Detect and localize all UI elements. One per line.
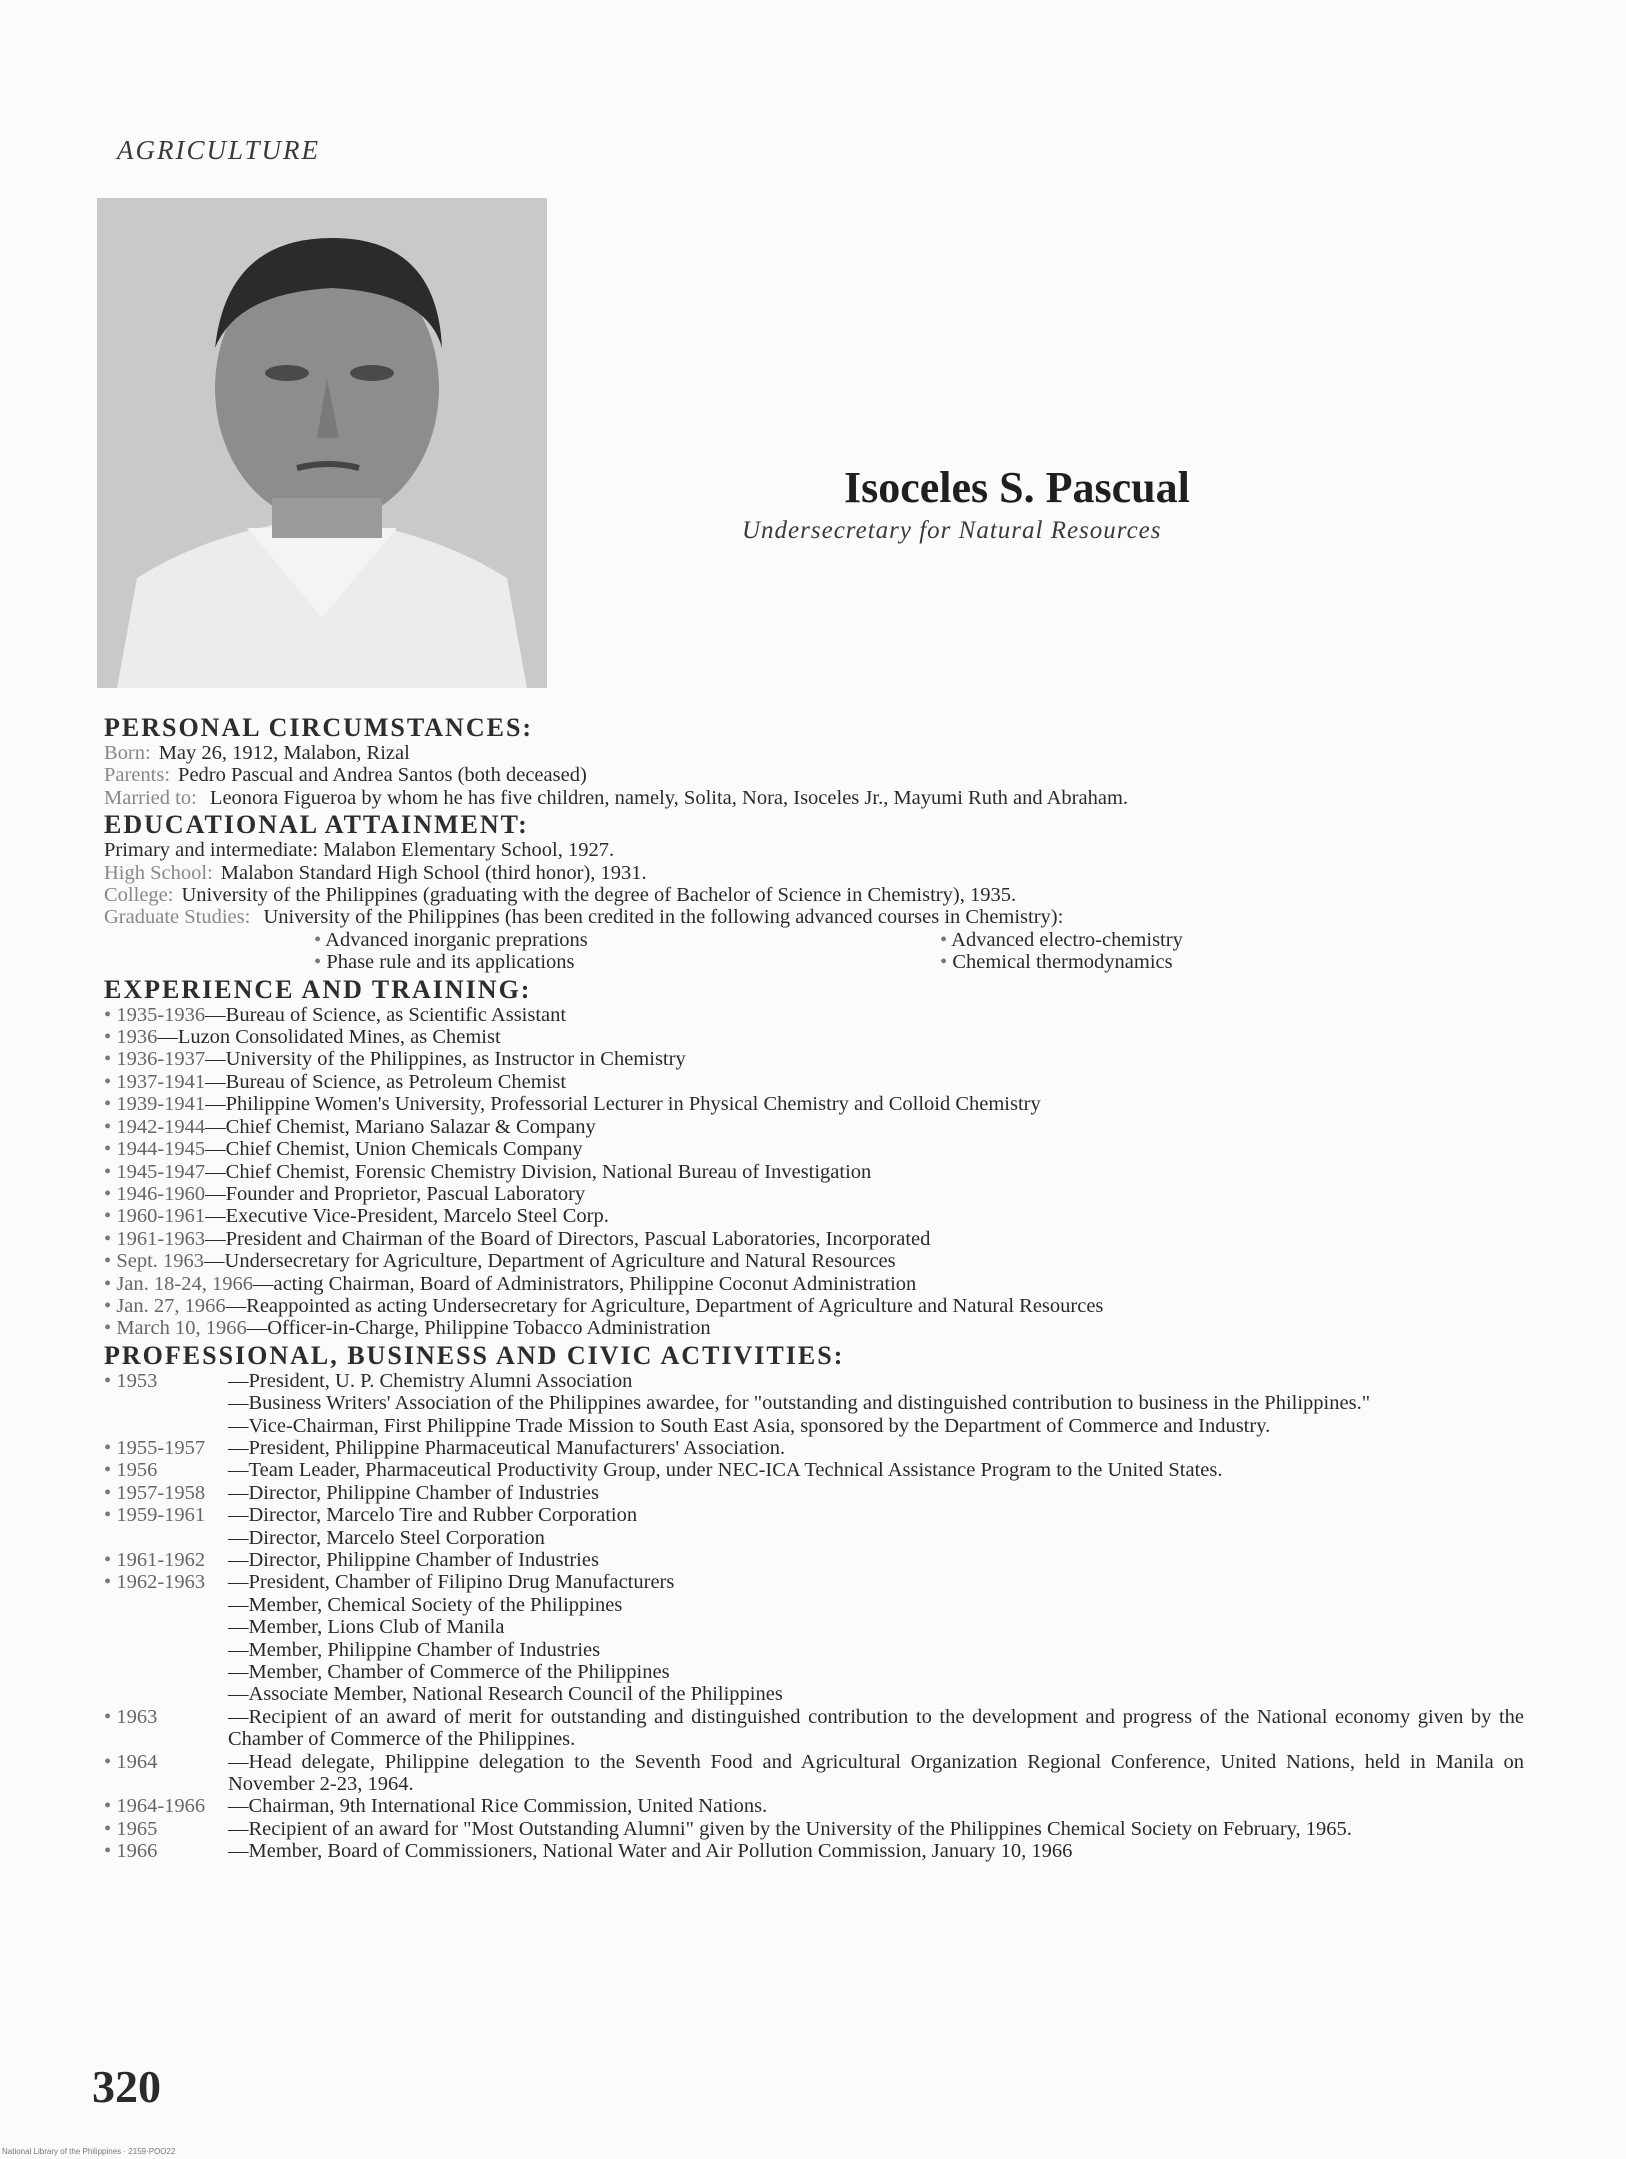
experience-text: Chief Chemist, Forensic Chemistry Division, National Bureau of Investigation	[225, 1160, 872, 1183]
activity-item	[104, 1392, 1524, 1414]
experience-date: 1936	[116, 1026, 158, 1049]
married-value: Leonora Figueroa by whom he has five children, namely, Solita, Nora, Isoceles Jr., Mayumi Ruth and Abraham.	[209, 786, 1129, 809]
bullet-icon: •	[104, 1436, 117, 1459]
activity-text: —Director, Philippine Chamber of Industries	[228, 1481, 599, 1504]
activity-item	[104, 1370, 1524, 1392]
activity-text: —Vice-Chairman, First Philippine Trade Mission to South East Asia, sponsored by the Department of Commerce and Industry.	[228, 1414, 1271, 1437]
section-label: AGRICULTURE	[117, 135, 320, 165]
person-title: Undersecretary for Natural Resources	[742, 517, 1162, 544]
bullet-icon: •	[104, 1317, 117, 1340]
experience-text: Founder and Proprietor, Pascual Laboratory	[225, 1182, 586, 1205]
activity-date-text: 1964	[116, 1750, 158, 1773]
experience-item	[104, 1161, 1524, 1183]
activity-text: —President, Chamber of Filipino Drug Manufacturers	[228, 1571, 675, 1594]
bullet-icon: •	[104, 1250, 117, 1273]
activity-item	[104, 1459, 1524, 1481]
bullet-icon: •	[104, 1817, 117, 1840]
experience-date: 1942-1944	[116, 1115, 206, 1138]
activity-text: —Director, Marcelo Tire and Rubber Corporation	[228, 1504, 638, 1527]
bullet-icon: •	[104, 1070, 117, 1093]
activity-text: —Member, Chemical Society of the Philippines	[228, 1593, 623, 1616]
dash: —	[246, 1317, 268, 1340]
course-item: • Chemical thermodynamics	[940, 951, 1173, 974]
college-value: University of the Philippines (graduating with the degree of Bachelor of Science in Chemistry), 1935.	[181, 884, 1017, 907]
experience-text: Executive Vice-President, Marcelo Steel Corp.	[225, 1205, 609, 1228]
activity-item	[104, 1571, 1524, 1593]
activity-item	[104, 1639, 1524, 1661]
experience-item	[104, 1183, 1524, 1205]
bullet-icon: •	[104, 1549, 117, 1571]
experience-item	[104, 1071, 1524, 1093]
activity-item	[104, 1482, 1524, 1504]
activity-date-text: 1953	[116, 1369, 158, 1392]
activity-date	[104, 1482, 240, 1504]
experience-date: Sept. 1963	[116, 1250, 205, 1273]
bullet-icon: •	[104, 1272, 117, 1295]
activity-item	[104, 1661, 1524, 1683]
course-item: • Advanced inorganic preprations	[314, 928, 588, 951]
bullet-icon: •	[104, 1369, 117, 1392]
bullet-icon: •	[104, 1840, 117, 1863]
dash: —	[205, 1070, 226, 1093]
graduate-value: University of the Philippines (has been credited in the following advanced courses in Chemistry):	[263, 906, 1064, 929]
bullet-icon: •	[104, 1795, 117, 1818]
activity-text: —Chairman, 9th International Rice Commission, United Nations.	[228, 1795, 768, 1818]
education-heading: EDUCATIONAL ATTAINMENT:	[104, 810, 529, 840]
activity-text: —President, Philippine Pharmaceutical Manufacturers' Association.	[228, 1436, 786, 1459]
experience-date: 1961-1963	[116, 1227, 206, 1250]
experience-item	[104, 1138, 1524, 1160]
experience-text: Officer-in-Charge, Philippine Tobacco Administration	[267, 1317, 711, 1340]
activity-text: —Recipient of an award for "Most Outstanding Alumni" given by the University of the Philippines Chemical Society on February, 1965.	[228, 1817, 1352, 1840]
activity-text: —Member, Board of Commissioners, National Water and Air Pollution Commission, January 10, 1966	[228, 1840, 1073, 1863]
activity-text: —Head delegate, Philippine delegation to the Seventh Food and Agricultural Organization Regional Conference, United Nations, held in Manila on November 2-23, 1964.	[228, 1750, 1524, 1796]
bullet-icon: •	[104, 1182, 117, 1205]
personal-heading: PERSONAL CIRCUMSTANCES:	[104, 713, 534, 742]
biography-content	[104, 712, 1524, 1863]
experience-item	[104, 1205, 1524, 1227]
activity-item	[104, 1751, 1524, 1796]
activity-date	[104, 1504, 240, 1526]
experience-text: Chief Chemist, Union Chemicals Company	[225, 1138, 583, 1161]
experience-item	[104, 1116, 1524, 1138]
activity-date	[104, 1751, 228, 1773]
dash: —	[205, 1093, 226, 1116]
experience-item	[104, 1317, 1524, 1339]
bullet-icon: •	[104, 1571, 117, 1594]
highschool-label: High School:	[104, 861, 213, 884]
activity-text: —Recipient of an award of merit for outstanding and distinguished contribution to the development and progress of the National economy given by the Chamber of Commerce of the Philippines.	[228, 1705, 1524, 1751]
experience-item	[104, 1093, 1524, 1115]
bullet-icon: •	[104, 1026, 117, 1049]
born-line	[104, 742, 1524, 764]
bullet-icon: •	[104, 1205, 117, 1228]
activity-date-text: 1966	[116, 1840, 158, 1863]
born-label: Born:	[104, 742, 151, 764]
activity-text: —Member, Chamber of Commerce of the Philippines	[228, 1661, 670, 1684]
experience-date: 1935-1936	[116, 1003, 206, 1026]
experience-item	[104, 1026, 1524, 1048]
activity-item	[104, 1437, 1524, 1459]
activity-date	[104, 1706, 228, 1728]
bullet-icon: •	[104, 1093, 117, 1116]
activity-date-text: 1961-1962	[116, 1549, 206, 1571]
experience-text: Philippine Women's University, Professorial Lecturer in Physical Chemistry and Colloid Chemistry	[225, 1093, 1041, 1116]
parents-label: Parents:	[104, 764, 171, 787]
activity-text: —President, U. P. Chemistry Alumni Association	[228, 1369, 633, 1392]
college-line	[104, 884, 1524, 906]
experience-item	[104, 1295, 1524, 1317]
activity-date	[104, 1437, 240, 1459]
bullet-icon: •	[104, 1504, 117, 1527]
bullet-icon: •	[104, 1294, 117, 1317]
activity-item	[104, 1706, 1524, 1751]
bullet-icon: •	[104, 1705, 117, 1728]
activity-date	[104, 1840, 228, 1862]
bullet-icon: •	[104, 1750, 117, 1773]
footer-text: National Library of the Philippines · 2159·POO22	[2, 2147, 176, 2156]
activity-item	[104, 1594, 1524, 1616]
parents-line	[104, 764, 1524, 786]
activity-item	[104, 1527, 1524, 1549]
activities-heading: PROFESSIONAL, BUSINESS AND CIVIC ACTIVITIES:	[104, 1340, 845, 1370]
activity-item	[104, 1818, 1524, 1840]
activity-item	[104, 1795, 1524, 1817]
dash: —	[205, 1115, 226, 1138]
dash: —	[205, 1003, 226, 1026]
course-item: • Phase rule and its applications	[314, 951, 575, 974]
activity-date	[104, 1549, 240, 1571]
activity-date	[104, 1459, 228, 1481]
experience-text: Bureau of Science, as Scientific Assistant	[225, 1003, 567, 1026]
experience-date: 1946-1960	[116, 1182, 206, 1205]
dash: —	[205, 1205, 226, 1228]
activity-text: —Business Writers' Association of the Philippines awardee, for "outstanding and distinguished contribution to business in the Philippines."	[228, 1392, 1371, 1415]
parents-value: Pedro Pascual and Andrea Santos (both deceased)	[178, 764, 587, 787]
activity-date	[104, 1795, 240, 1817]
experience-date: 1960-1961	[116, 1205, 206, 1228]
college-label: College:	[104, 884, 174, 907]
experience-date: March 10, 1966	[116, 1317, 247, 1340]
course-item: • Advanced electro-chemistry	[940, 928, 1183, 951]
activity-date-text: 1962-1963	[116, 1571, 206, 1594]
experience-text: University of the Philippines, as Instructor in Chemistry	[225, 1048, 686, 1071]
bullet-icon: •	[104, 1227, 117, 1250]
dash: —	[205, 1138, 226, 1161]
portrait-photo	[97, 198, 547, 688]
activity-text: —Member, Lions Club of Manila	[228, 1616, 505, 1639]
experience-date: 1936-1937	[116, 1048, 206, 1071]
dash: —	[205, 1227, 226, 1250]
course-list	[104, 929, 1524, 974]
activity-item	[104, 1616, 1524, 1638]
dash: —	[252, 1272, 274, 1295]
page-number: 320	[92, 2061, 161, 2112]
activity-date-text: 1955-1957	[116, 1436, 206, 1459]
married-label: Married to:	[104, 786, 197, 809]
activity-text: —Associate Member, National Research Council of the Philippines	[228, 1683, 783, 1706]
activities-list	[104, 1370, 1524, 1863]
experience-text: Chief Chemist, Mariano Salazar & Company	[225, 1115, 596, 1138]
experience-text: Luzon Consolidated Mines, as Chemist	[177, 1026, 501, 1049]
born-value: May 26, 1912, Malabon, Rizal	[158, 742, 410, 764]
bullet-icon: •	[104, 1138, 117, 1161]
dash: —	[205, 1182, 226, 1205]
experience-text: Reappointed as acting Undersecretary for Agriculture, Department of Agriculture and Natural Resources	[246, 1294, 1104, 1317]
experience-item	[104, 1273, 1524, 1295]
highschool-line	[104, 862, 1524, 884]
primary-line: Primary and intermediate: Malabon Elementary School, 1927.	[104, 839, 615, 862]
experience-text: President and Chairman of the Board of Directors, Pascual Laboratories, Incorporated	[225, 1227, 931, 1250]
highschool-value: Malabon Standard High School (third honor), 1931.	[220, 861, 647, 884]
graduate-label: Graduate Studies:	[104, 906, 251, 929]
experience-date: Jan. 18-24, 1966	[116, 1272, 253, 1295]
activity-date-text: 1959-1961	[116, 1504, 206, 1527]
bullet-icon: •	[104, 1115, 117, 1138]
activity-date	[104, 1571, 240, 1593]
bullet-icon: •	[104, 1459, 117, 1482]
activity-date-text: 1963	[116, 1705, 158, 1728]
dash: —	[205, 1160, 226, 1183]
experience-item	[104, 1004, 1524, 1026]
activity-item	[104, 1504, 1524, 1526]
activity-item	[104, 1683, 1524, 1705]
dash: —	[204, 1250, 225, 1273]
activity-date-text: 1956	[116, 1459, 158, 1482]
activity-text: —Director, Philippine Chamber of Industries	[228, 1549, 599, 1571]
married-line	[104, 787, 1524, 809]
experience-list	[104, 1004, 1524, 1340]
activity-text: —Member, Philippine Chamber of Industries	[228, 1638, 601, 1661]
experience-text: Undersecretary for Agriculture, Department of Agriculture and Natural Resources	[224, 1250, 896, 1273]
dash: —	[225, 1294, 247, 1317]
activity-date-text: 1964-1966	[116, 1795, 206, 1818]
activity-text: —Team Leader, Pharmaceutical Productivity Group, under NEC-ICA Technical Assistance Program to the United States.	[228, 1459, 1223, 1482]
experience-heading: EXPERIENCE AND TRAINING:	[104, 974, 532, 1004]
experience-text: Bureau of Science, as Petroleum Chemist	[225, 1070, 567, 1093]
bullet-icon: •	[104, 1003, 117, 1026]
activity-item	[104, 1840, 1524, 1862]
experience-item	[104, 1048, 1524, 1070]
dash: —	[157, 1026, 178, 1049]
graduate-line	[104, 906, 1524, 928]
bullet-icon: •	[104, 1048, 117, 1071]
bullet-icon: •	[104, 1481, 117, 1504]
experience-date: Jan. 27, 1966	[116, 1294, 226, 1317]
bullet-icon: •	[104, 1160, 117, 1183]
activity-date	[104, 1370, 228, 1392]
activity-date-text: 1957-1958	[116, 1481, 206, 1504]
activity-item	[104, 1549, 1524, 1571]
experience-date: 1937-1941	[116, 1070, 206, 1093]
experience-text: acting Chairman, Board of Administrators, Philippine Coconut Administration	[273, 1272, 917, 1295]
experience-date: 1939-1941	[116, 1093, 206, 1116]
activity-date	[104, 1818, 228, 1840]
activity-date-text: 1965	[116, 1817, 158, 1840]
dash: —	[205, 1048, 226, 1071]
experience-date: 1944-1945	[116, 1138, 206, 1161]
activity-text: —Director, Marcelo Steel Corporation	[228, 1526, 545, 1549]
person-name: Isoceles S. Pascual	[844, 463, 1190, 512]
experience-item	[104, 1250, 1524, 1272]
experience-date: 1945-1947	[116, 1160, 206, 1183]
experience-item	[104, 1228, 1524, 1250]
activity-item	[104, 1415, 1524, 1437]
